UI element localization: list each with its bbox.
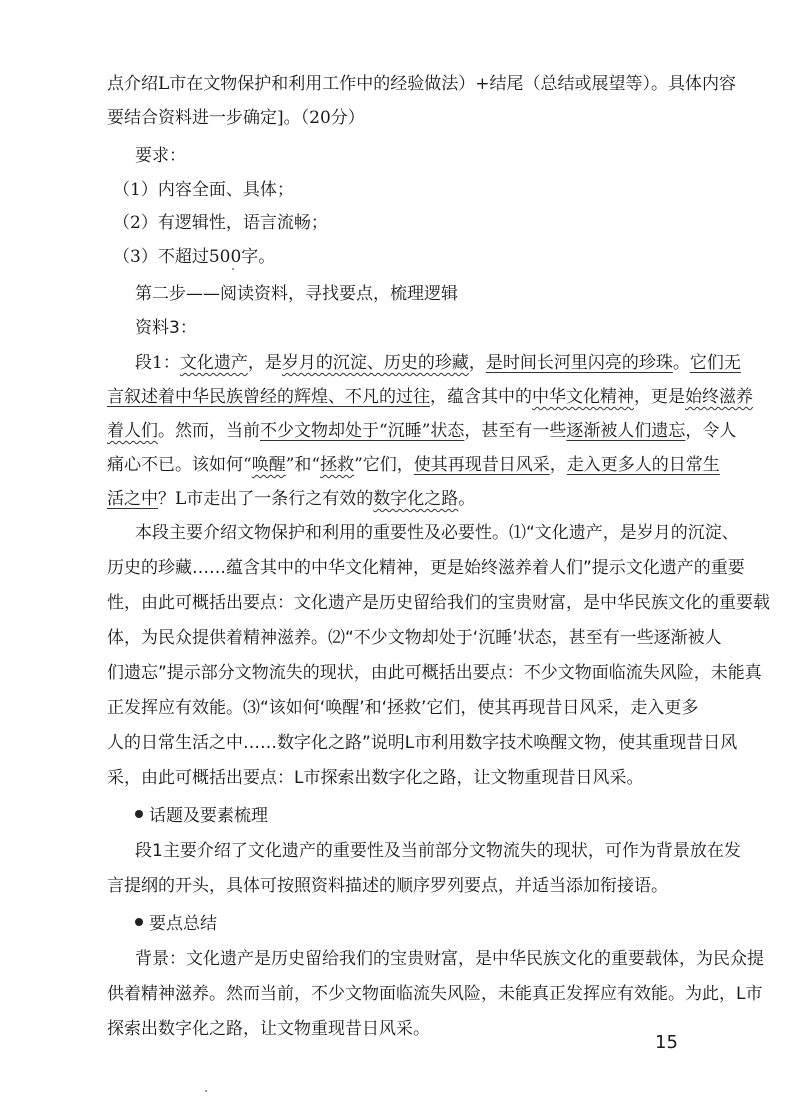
bullet-icon	[135, 918, 143, 926]
plain-phrase: ？L市走出了一条行之有效的	[158, 489, 374, 509]
plain-phrase: ，蕴含其中的	[430, 387, 532, 407]
topic-heading	[135, 805, 268, 827]
scan-speck	[232, 268, 234, 270]
summary-line: 供着精神滋养。然而当前，不少文物面临流失风险，未能真正发挥应有效能。为此，L市	[107, 984, 763, 1004]
underlined-phrase: 文化遗产	[179, 353, 248, 373]
analysis-line: 历史的珍藏……蕴含其中的中华文化精神，更是始终滋养着人们”提示文化遗产的重要	[107, 558, 745, 578]
bullet-icon	[135, 810, 143, 818]
material-label: 资料3：	[135, 318, 197, 338]
underlined-phrase: 走入更多人的日常生	[566, 455, 720, 475]
plain-phrase: ，更是	[634, 387, 685, 407]
underlined-phrase: 它们无	[689, 353, 741, 373]
plain-phrase: 。	[672, 353, 690, 373]
underlined-phrase: 使其再现昔日风采	[413, 455, 550, 475]
plain-phrase: ，	[468, 353, 486, 373]
underlined-phrase: 唤醒	[251, 455, 286, 475]
para1-line-4	[107, 454, 720, 476]
underlined-phrase: 不少文物却处于“沉睡”状态	[260, 421, 465, 441]
plain-phrase: ”和“	[285, 455, 321, 475]
underlined-phrase: 中华文化精神	[532, 387, 634, 407]
summary-line: 探索出数字化之路，让文物重现昔日风采。	[107, 1019, 430, 1039]
analysis-line: 正发挥应有效能。⑶“该如何‘唤醒’和‘拯救’它们，使其再现昔日风采，走入更多	[107, 698, 699, 718]
analysis-line: 体，为民众提供着精神滋养。⑵“不少文物却处于‘沉睡’状态，甚至有一些逐渐被人	[107, 628, 722, 648]
plain-phrase: ，令人	[685, 421, 737, 441]
page-number: 15	[655, 1032, 678, 1053]
requirement-item: （1）内容全面、具体；	[113, 180, 294, 200]
underlined-phrase: 始终滋养	[685, 387, 753, 407]
scan-speck	[205, 1090, 207, 1092]
para1-line-1	[135, 352, 741, 374]
underlined-phrase: 是时间长河里闪亮的珍珠	[485, 353, 673, 373]
underlined-phrase: 岁月的沉淀、历史的珍藏	[281, 353, 469, 373]
underlined-phrase: 逐渐被人们遗忘	[566, 421, 686, 441]
para1-line-5	[107, 488, 475, 510]
summary-line: 背景：文化遗产是历史留给我们的宝贵财富，是中华民族文化的重要载体，为民众提	[135, 949, 764, 969]
requirements-heading: 要求：	[135, 146, 186, 166]
underlined-phrase: 活之中	[107, 489, 158, 509]
step2-heading: 第二步——阅读资料，寻找要点，梳理逻辑	[135, 284, 458, 304]
requirement-item: （3）不超过500字。	[113, 247, 276, 267]
requirement-item: （2）有逻辑性，语言流畅；	[113, 213, 328, 233]
plain-phrase: 。	[458, 489, 476, 509]
analysis-line: 性，由此可概括出要点：文化遗产是历史留给我们的宝贵财富，是中华民族文化的重要载	[107, 593, 770, 613]
plain-phrase: ，	[549, 455, 567, 475]
plain-phrase: ”它们，	[354, 455, 414, 475]
summary-heading	[135, 913, 217, 935]
para1-line-3	[107, 420, 736, 442]
analysis-line: 采，由此可概括出要点：L市探索出数字化之路，让文物重现昔日风采。	[107, 768, 644, 788]
plain-phrase: 。然而，当前	[158, 421, 260, 441]
analysis-line: 们遗忘”提示部分文物流失的现状，由此可概括出要点：不少文物面临流失风险，未能真	[107, 663, 762, 683]
underlined-phrase: 着人们	[107, 421, 158, 441]
summary-heading-text: 要点总结	[149, 914, 217, 934]
plain-phrase: ，是	[247, 353, 282, 373]
topic-line: 段1主要介绍了文化遗产的重要性及当前部分文物流失的现状，可作为背景放在发	[135, 841, 741, 861]
analysis-line: 本段主要介绍文物保护和利用的重要性及必要性。⑴“文化遗产，是岁月的沉淀、	[135, 523, 739, 543]
analysis-line: 人的日常生活之中……数字化之路”说明L市利用数字技术唤醒文物，使其重现昔日风	[107, 733, 738, 753]
intro-line-2: 要结合资料进一步确定]。（20分）	[107, 108, 365, 128]
underlined-phrase: 数字化之路	[373, 489, 459, 509]
underlined-phrase: 言叙述着中华民族曾经的辉煌、不凡的过往	[107, 387, 430, 407]
topic-line: 言提纲的开头，具体可按照资料描述的顺序罗列要点，并适当添加衔接语。	[107, 876, 668, 896]
topic-heading-text: 话题及要素梳理	[149, 806, 268, 826]
plain-phrase: ，甚至有一些	[464, 421, 567, 441]
para1-line-2	[107, 386, 753, 408]
para-label: 段1：	[135, 353, 180, 373]
intro-line-1: 点介绍L市在文物保护和利用工作中的经验做法）+结尾（总结或展望等）。具体内容	[107, 74, 737, 94]
plain-phrase: 痛心不已。该如何“	[107, 455, 252, 475]
underlined-phrase: 拯救	[320, 455, 355, 475]
